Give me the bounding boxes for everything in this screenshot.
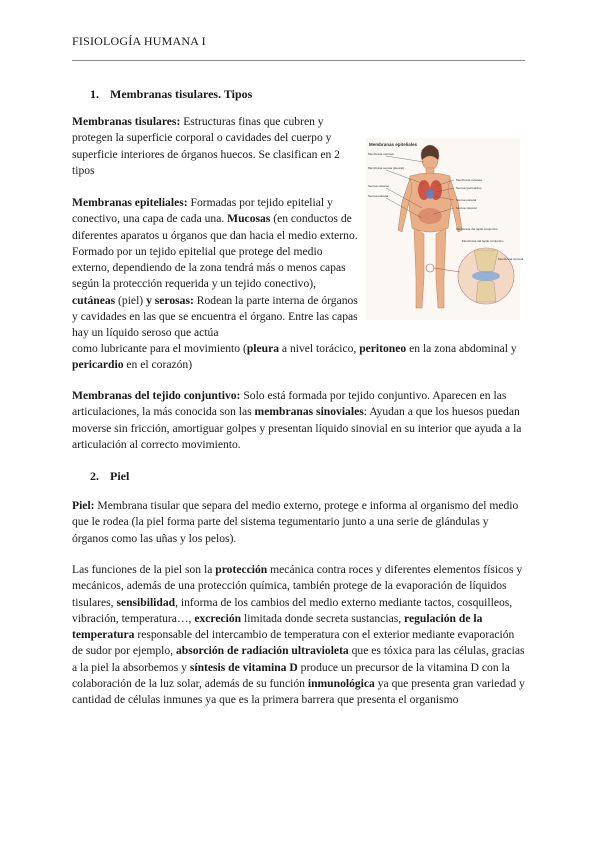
text-funciones-2: mecánica contra roces y diferentes elementos físicos y mecánicos, además de una protección química, también protege de la evaporación de líquidos tisulares, [72,563,523,609]
section2-heading [90,469,129,484]
paragraph-membranas-epiteliales [72,195,358,342]
term-sensibilidad: sensibilidad [116,595,176,609]
term-sintesis-vitamina-d: síntesis de vitamina D [189,660,298,674]
figure-label-serosa-visceral-left: Serosa visceral [368,184,389,188]
term-absorcion-uv: absorción de radiación ultravioleta [176,644,349,658]
term-regulacion-temperatura: regulación de la temperatura [72,611,483,642]
figure-label-mucosa: Membrana mucosa [368,152,394,156]
term-pericardio: pericardio [72,358,124,372]
section1-heading [90,87,252,102]
text-epiteliales-3: (piel) [115,293,147,307]
page-header: FISIOLOGÍA HUMANA I [72,34,206,48]
term-membranas-tisulares: Membranas tisulares: [72,115,181,128]
header-rule [72,60,525,61]
text-funciones-3: , informa de los cambios del medio externo mediante tactos, cosquilleos, vibración, temperatura…, [72,595,513,625]
term-mucosas: Mucosas [227,212,271,226]
paragraph-tejido-conjuntivo [72,388,527,453]
term-excrecion: excreción [194,611,242,625]
figure-label-cutanea: Membrana cutánea [456,178,482,182]
text-funciones-8: ya que presenta gran variedad y cantidad de células inmunes ya que es la primera barrera que presenta el organismo [72,677,525,707]
figure-label-tejido-conjuntivo: Membrana del tejido conjuntivo [456,227,498,231]
section2-number: 2. [90,469,99,483]
abdomen-icon [418,208,442,224]
figure-label-pericardio: Serosa (pericardio) [456,186,482,190]
paragraph-piel [72,498,527,547]
membranas-figure [366,138,524,320]
term-cutaneas: cutáneas [72,293,116,307]
text-membranas-tisulares: Estructuras finas que cubren y protegen la superficie corporal o cavidades del cuerpo y superficie interiores de órganos huecos. Se clasifican en 2 tipos [72,115,340,177]
text-epiteliales-2: (en conductos de diferentes aparatos u órganos que dan hacia el medio externo. Formado por un tejido epitelial que protege del medio externo, dependiendo de la zona tendrá más o menos capas según la protección requerida y un tejido conectivo), [72,212,358,291]
text-epiteliales-4: Rodean la parte interna de órganos y cavidades en las que se encuentra el órgano. Entre las capas hay un líquido seroso que actúa [72,293,358,340]
text-funciones-6: que es tóxica para las células, gracias a la piel la absorbemos y [72,644,525,674]
term-tejido-conjuntivo: Membranas del tejido conjuntivo: [72,389,241,402]
text-funciones-5: responsable del intercambio de temperatura con el exterior mediante evaporación de sudor por ejemplo, [72,628,515,658]
figure-label-serosa-parietal-left: Serosa parietal [368,194,389,198]
text-funciones-1: Las funciones de la piel son la [72,563,216,576]
synovial-membrane-icon [472,271,500,281]
text-epiteliales-1: Formadas por tejido epitelial y conectivo, una capa de cada una. [72,196,333,226]
figure-label-serosa-pleural: Membrana serosa (pleural) [368,166,405,170]
text-piel: Membrana tisular que separa del medio externo, protege e informa al organismo del medio que le rodea (la piel forma parte del sistema tegumentario junto a una serie de glándulas y órganos como las uñas y los pelos). [72,499,519,545]
inset-title: Membrana del tejido conjuntivo [462,239,504,243]
heart-icon [426,189,434,199]
figure-label-serosa-visceral-right: Serosa visceral [456,206,477,210]
text-cont-1: como lubricante para el movimiento ( [72,342,247,355]
inset-label-sinovial: Membrana sinovial [498,257,524,261]
term-proteccion: protección [215,563,268,576]
figure-title: Membranas epiteliales [369,142,418,147]
term-peritoneo: peritoneo [359,342,407,355]
section1-number: 1. [90,87,99,101]
text-cont-2: a nivel torácico, [279,342,360,355]
text-conjuntivo-2: : Ayudan a que los huesos puedan moverse sin fricción, amortiguar golpes y presentan líquido sinovial en su interior que ayuda a la articulación al correcto movimiento. [72,405,522,451]
paragraph-membranas-tisulares [72,114,358,179]
figure-label-serosa-parietal-right: Serosa parietal [456,198,477,202]
paragraph-epiteliales-continuation [72,341,527,374]
text-funciones-4: limitada donde secreta sustancias, [241,611,405,625]
term-pleura: pleura [246,342,280,355]
text-cont-4: en el corazón) [123,358,193,372]
membranas-illustration [366,138,524,320]
text-funciones-7: produce un precursor de la vitamina D con la colaboración de la luz solar, además de su función [72,660,510,691]
section1-title: Membranas tisulares. Tipos [110,87,253,101]
term-inmunologica: inmunológica [307,677,375,691]
term-piel: Piel: [72,499,95,512]
text-cont-3: en la zona abdominal y [406,342,517,355]
term-membranas-epiteliales: Membranas epiteliales: [72,196,188,209]
text-conjuntivo-1: Solo está formada por tejido conjuntivo. Aparecen en las articulaciones, la más conocida son las [72,389,507,419]
section2-title: Piel [110,469,130,483]
paragraph-funciones-piel [72,562,527,709]
term-membranas-sinoviales: membranas sinoviales [254,405,364,419]
term-serosas: y serosas: [146,293,194,307]
